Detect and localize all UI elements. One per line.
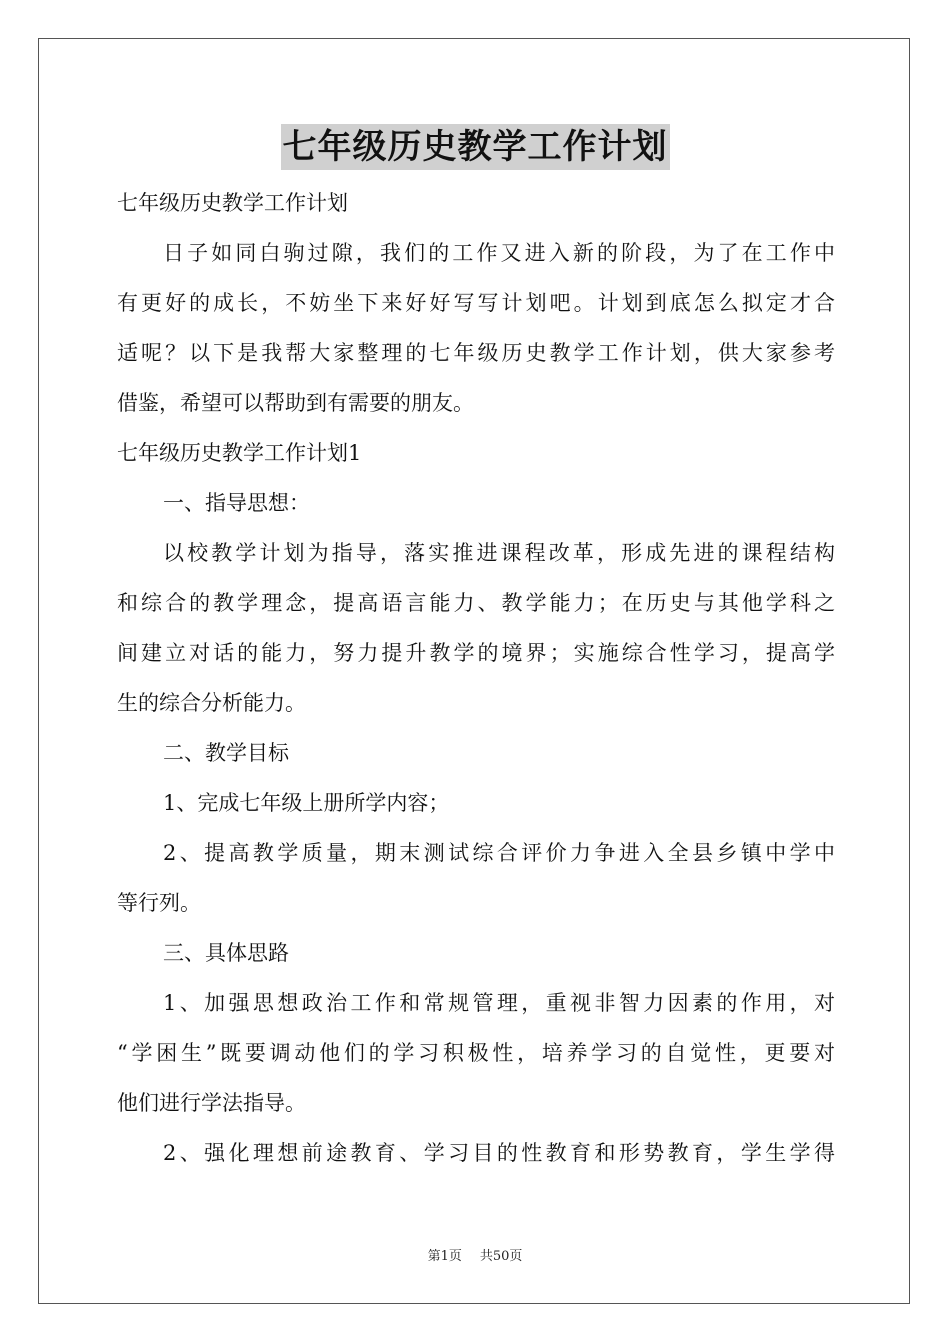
text-line: 七年级历史教学工作计划1 [117,441,362,465]
document-title: 七年级历史教学工作计划 [281,124,670,170]
text-line: 和综合的教学理念，提高语言能力、教学能力；在历史与其他学科之 [117,591,835,615]
text-line: 适呢？以下是我帮大家整理的七年级历史教学工作计划，供大家参考 [117,341,835,365]
text-line: 以校教学计划为指导，落实推进课程改革，形成先进的课程结构 [163,541,835,565]
text-line: 日子如同白驹过隙，我们的工作又进入新的阶段，为了在工作中 [163,241,835,265]
text-line: 二、教学目标 [163,741,289,765]
page-number: 第1页 [427,1249,462,1264]
text-line: 1、完成七年级上册所学内容； [163,791,450,815]
title-area [0,124,950,170]
text-line: 七年级历史教学工作计划 [117,191,348,215]
text-line: 三、具体思路 [163,941,289,965]
text-line: 2、提高教学质量，期末测试综合评价力争进入全县乡镇中学中 [163,841,835,865]
document-body [117,178,835,1178]
text-line: 2、强化理想前途教育、学习目的性教育和形势教育，学生学得 [163,1141,835,1165]
text-line: “学困生”既要调动他们的学习积极性，培养学习的自觉性，更要对 [117,1041,835,1065]
text-line: 等行列。 [117,891,201,915]
text-line: 借鉴，希望可以帮助到有需要的朋友。 [117,391,474,415]
text-line: 间建立对话的能力，努力提升教学的境界；实施综合性学习，提高学 [117,641,835,665]
text-line: 有更好的成长，不妨坐下来好好写写计划吧。计划到底怎么拟定才合 [117,291,835,315]
text-line: 生的综合分析能力。 [117,691,306,715]
page-footer [0,1247,950,1267]
page-total: 共50页 [479,1249,523,1264]
text-line: 一、指导思想： [163,491,310,515]
text-line: 1、加强思想政治工作和常规管理，重视非智力因素的作用，对 [163,991,835,1015]
text-line: 他们进行学法指导。 [117,1091,306,1115]
